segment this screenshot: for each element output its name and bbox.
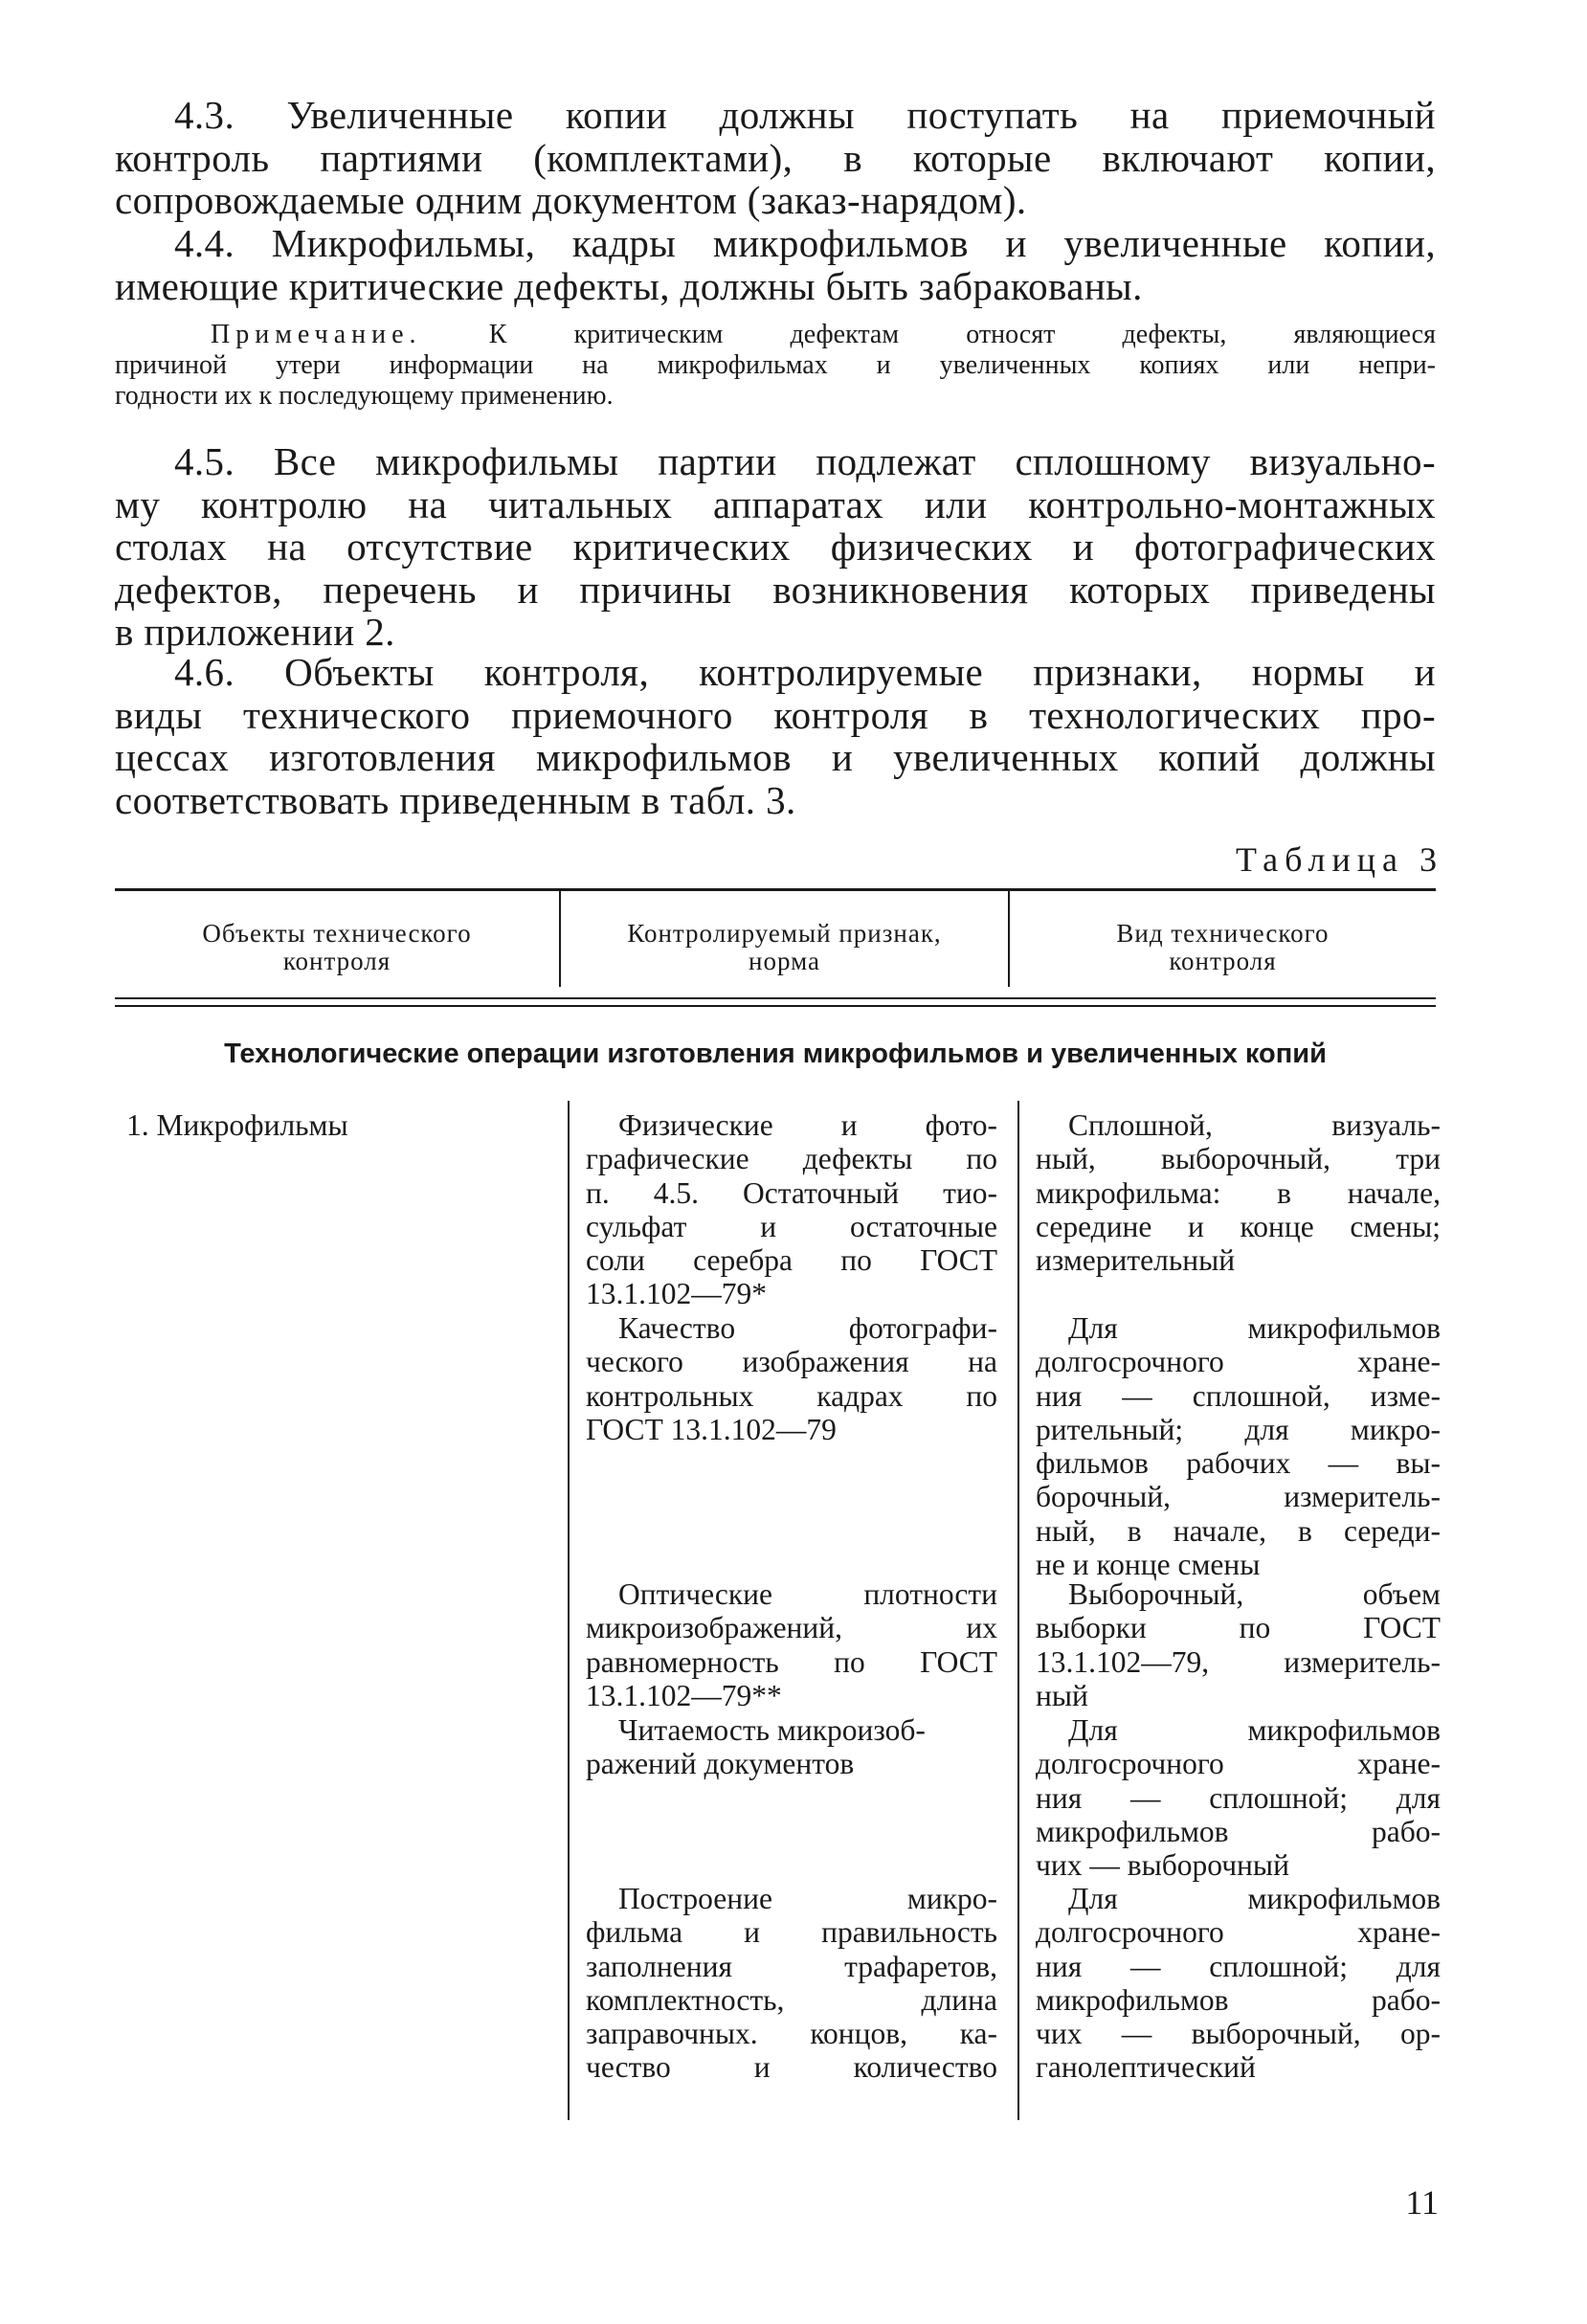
criteria-line: 13.1.102—79*: [586, 1277, 767, 1311]
control-type-line: долгосрочного хране-: [1036, 1345, 1441, 1379]
paragraph-line: дефектов, перечень и причины возникновения которых приведены: [115, 567, 1436, 612]
criteria-line: соли серебра по ГОСТ: [586, 1243, 997, 1278]
control-type-line: ный, в начале, в середи-: [1036, 1513, 1441, 1548]
control-type-line: выборки по ГОСТ: [1036, 1611, 1441, 1645]
control-type-line: долгосрочного хране-: [1036, 1915, 1441, 1950]
column-divider-2: [1017, 1101, 1019, 2120]
header-objects: [115, 920, 559, 975]
header-control-type: [1010, 920, 1436, 975]
control-type-line: долгосрочного хране-: [1036, 1747, 1441, 1781]
header-line: контроля: [1169, 947, 1277, 975]
criteria-line: ческого изображения на: [586, 1345, 997, 1379]
control-type-line: ния — сплошной, изме-: [1036, 1378, 1441, 1413]
control-type-line: Для микрофильмов: [1068, 1311, 1441, 1345]
control-type-line: Для микрофильмов: [1068, 1713, 1441, 1747]
paragraph-line: виды технического приемочного контроля в технологических про-: [115, 692, 1436, 737]
control-type-line: Выборочный, объем: [1068, 1577, 1441, 1611]
header-bottom-rule: [115, 997, 1436, 999]
paragraph-4-3: [115, 94, 1436, 222]
table-top-rule: [115, 888, 1436, 891]
control-type-line: не и конце смены: [1036, 1548, 1261, 1582]
criteria-cell: [586, 1311, 997, 1446]
criteria-cell: [586, 1882, 997, 2085]
header-line: Объекты технического: [202, 919, 472, 948]
control-type-cell: [1036, 1577, 1441, 1712]
header-bottom-rule: [115, 1005, 1436, 1007]
criteria-line: комплектность, длина: [586, 1982, 997, 2017]
control-type-line: ния — сплошной; для: [1036, 1949, 1441, 1983]
control-type-line: микрофильмов рабо-: [1036, 1982, 1441, 2017]
paragraph-line: 4.5. Все микрофильмы партии подлежат сплошному визуально-: [174, 439, 1436, 483]
criteria-line: чество и количество: [586, 2050, 997, 2085]
control-type-line: микрофильмов рабо-: [1036, 1814, 1441, 1848]
control-type-line: фильмов рабочих — вы-: [1036, 1446, 1441, 1481]
criteria-line: фильма и правильность: [586, 1915, 997, 1950]
table-title: Таблица 3: [1236, 840, 1443, 879]
note-line: [115, 320, 1436, 350]
note-text: К критическим дефектам относят дефекты, являющиеся: [488, 320, 1436, 349]
control-type-line: ный: [1036, 1678, 1088, 1712]
header-criteria: [561, 920, 1008, 975]
control-type-line: микрофильма: в начале,: [1036, 1175, 1441, 1210]
note-line: причиной утери информации на микрофильмах и увеличенных копиях или непри-: [115, 350, 1436, 380]
control-type-line: ганолептический: [1036, 2050, 1256, 2085]
paragraph-line: сопровождаемые одним документом (заказ-нарядом).: [115, 178, 1027, 222]
paragraph-line: цессах изготовления микрофильмов и увеличенных копий должны: [115, 735, 1436, 779]
paragraph-line: му контролю на читальных аппаратах или контрольно-монтажных: [115, 481, 1436, 526]
control-type-cell: [1036, 1311, 1441, 1581]
control-type-line: чих — выборочный: [1036, 1848, 1289, 1883]
header-line: контроля: [282, 947, 391, 975]
criteria-line: микроизображений, их: [586, 1611, 997, 1645]
control-type-cell: [1036, 1108, 1441, 1277]
criteria-line: равномерность по ГОСТ: [586, 1644, 997, 1679]
criteria-line: 13.1.102—79**: [586, 1678, 782, 1712]
note-line: годности их к последующему применению.: [115, 381, 614, 411]
criteria-line: Читаемость микроизоб-: [618, 1713, 926, 1747]
note-label: Примечание.: [211, 320, 422, 349]
control-type-line: Для микрофильмов: [1068, 1882, 1441, 1915]
paragraph-line: 4.4. Микрофильмы, кадры микрофильмов и увеличенные копии,: [174, 221, 1436, 265]
paragraph-line: соответствовать приведенным в табл. 3.: [115, 777, 796, 822]
column-divider-1: [568, 1101, 570, 2120]
criteria-line: ражений документов: [586, 1747, 855, 1781]
control-type-line: измерительный: [1036, 1243, 1236, 1278]
paragraph-4-5: [115, 440, 1436, 654]
control-type-line: ния — сплошной; для: [1036, 1780, 1441, 1815]
paragraph-line: имеющие критические дефекты, должны быть забракованы.: [115, 263, 1143, 308]
note: [115, 320, 1436, 412]
control-type-line: рительный; для микро-: [1036, 1412, 1441, 1446]
control-type-line: Сплошной, визуаль-: [1068, 1108, 1441, 1142]
paragraph-line: 4.6. Объекты контроля, контролируемые признаки, нормы и: [174, 650, 1436, 694]
object-label: 1. Микрофильмы: [126, 1108, 348, 1142]
control-type-cell: [1036, 1882, 1441, 2085]
criteria-cell: [586, 1577, 997, 1712]
control-type-line: ный, выборочный, три: [1036, 1142, 1441, 1176]
criteria-line: графические дефекты по: [586, 1142, 997, 1176]
control-type-line: 13.1.102—79, измеритель-: [1036, 1644, 1441, 1679]
header-line: Контролируемый признак,: [627, 919, 942, 948]
header-line: Вид технического: [1116, 919, 1330, 948]
criteria-cell: [586, 1713, 997, 1781]
control-type-cell: [1036, 1713, 1441, 1882]
paragraph-line: в приложении 2.: [115, 610, 395, 654]
criteria-line: п. 4.5. Остаточный тио-: [586, 1175, 997, 1210]
criteria-line: Физические и фото-: [618, 1108, 997, 1142]
control-type-line: середине и конце смены;: [1036, 1209, 1441, 1243]
criteria-cell: [586, 1108, 997, 1311]
criteria-line: заполнения трафаретов,: [586, 1949, 997, 1983]
paragraph-4-6: [115, 651, 1436, 821]
paragraph-line: 4.3. Увеличенные копии должны поступать на приемочный: [174, 93, 1436, 137]
criteria-line: заправочных. концов, ка-: [586, 2017, 997, 2051]
criteria-line: Оптические плотности: [618, 1577, 997, 1611]
criteria-line: Качество фотографи-: [618, 1311, 997, 1345]
paragraph-4-4: [115, 222, 1436, 307]
section-heading: Технологические операции изготовления микрофильмов и увеличенных копий: [224, 1039, 1327, 1069]
paragraph-line: столах на отсутствие критических физических и фотографических: [115, 525, 1436, 569]
header-line: норма: [749, 947, 820, 975]
criteria-line: контрольных кадрах по: [586, 1378, 997, 1413]
control-type-line: борочный, измеритель-: [1036, 1480, 1441, 1514]
paragraph-line: контроль партиями (комплектами), в которые включают копии,: [115, 135, 1436, 180]
criteria-line: Построение микро-: [618, 1882, 997, 1915]
criteria-line: сульфат и остаточные: [586, 1209, 997, 1243]
object-cell: [126, 1108, 348, 1142]
criteria-line: ГОСТ 13.1.102—79: [586, 1412, 837, 1446]
control-type-line: чих — выборочный, ор-: [1036, 2017, 1441, 2051]
page-number: 11: [1405, 2183, 1439, 2222]
